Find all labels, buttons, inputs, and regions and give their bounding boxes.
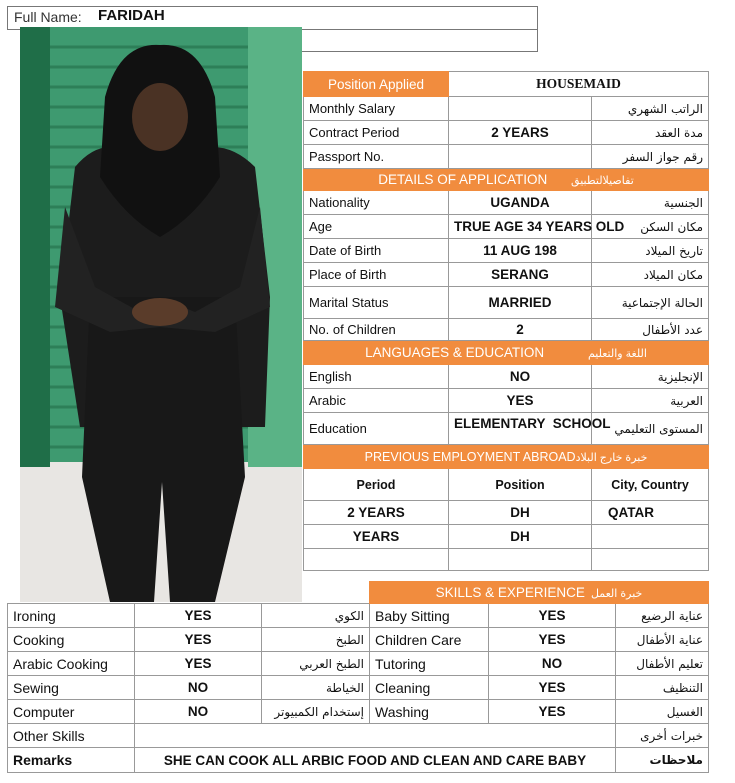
skill-label-ar: الطبخ العربي xyxy=(262,652,370,676)
full-name-label: Full Name: xyxy=(14,9,82,25)
details-row-age xyxy=(304,215,709,239)
skill-label: Baby Sitting xyxy=(370,604,489,628)
row-label-ar: الحالة الإجتماعية xyxy=(592,287,709,319)
skill-label: Cooking xyxy=(8,628,135,652)
employment-position: DH xyxy=(449,501,592,525)
details-row-dob xyxy=(304,239,709,263)
skills-row xyxy=(8,604,709,628)
skill-label: Washing xyxy=(370,700,489,724)
employment-location xyxy=(592,549,709,571)
employment-location xyxy=(592,525,709,549)
skill-value: YES xyxy=(489,628,616,652)
row-label: Monthly Salary xyxy=(304,97,449,121)
row-value: 2 YEARS xyxy=(449,121,592,145)
skill-value: YES xyxy=(489,700,616,724)
skill-value: YES xyxy=(135,652,262,676)
employment-row xyxy=(304,525,709,549)
skill-label-ar: تعليم الأطفال xyxy=(616,652,709,676)
row-label-ar: المستوى التعليمي xyxy=(592,413,709,445)
application-details-table xyxy=(303,71,709,571)
section-title-ar: اللغة والتعليم xyxy=(587,348,647,360)
skill-label: Cleaning xyxy=(370,676,489,700)
section-skills-experience xyxy=(8,582,709,604)
skill-value: YES xyxy=(489,604,616,628)
skill-label: Ironing xyxy=(8,604,135,628)
skill-label-ar: التنظيف xyxy=(616,676,709,700)
skill-label: Computer xyxy=(8,700,135,724)
row-label: Arabic xyxy=(304,389,449,413)
full-name-box-extension xyxy=(300,30,538,52)
remarks-value: SHE CAN COOK ALL ARBIC FOOD AND CLEAN AND CARE BABY xyxy=(135,748,616,773)
row-value: UGANDA xyxy=(449,191,592,215)
applicant-photo xyxy=(20,27,302,602)
employment-position: DH xyxy=(449,525,592,549)
row-label-ar: مكان السكن xyxy=(592,215,709,239)
row-label-ar: مدة العقد xyxy=(592,121,709,145)
employment-period xyxy=(304,549,449,571)
row-value: 11 AUG 198 xyxy=(449,239,592,263)
skills-row xyxy=(8,652,709,676)
row-label: Place of Birth xyxy=(304,263,449,287)
details-row-nationality xyxy=(304,191,709,215)
row-label-ar: تاريخ الميلاد xyxy=(592,239,709,263)
other-skills-row xyxy=(8,724,709,748)
remarks-row xyxy=(8,748,709,773)
row-value: TRUE AGE 34 YEARS OLD xyxy=(449,215,592,239)
employment-row xyxy=(304,549,709,571)
skill-label: Arabic Cooking xyxy=(8,652,135,676)
row-label: Nationality xyxy=(304,191,449,215)
employment-location: QATAR xyxy=(592,501,709,525)
skill-label-ar: إستخدام الكمبيوتر xyxy=(262,700,370,724)
row-label-ar: الراتب الشهري xyxy=(592,97,709,121)
section-title: SKILLS & EXPERIENCE xyxy=(435,585,585,600)
skill-value: NO xyxy=(135,676,262,700)
row-label: Passport No. xyxy=(304,145,449,169)
details-row-marital-status xyxy=(304,287,709,319)
language-row-english xyxy=(304,365,709,389)
skill-label-ar: الخياطة xyxy=(262,676,370,700)
skill-label-ar: الكوي xyxy=(262,604,370,628)
position-applied-value: HOUSEMAID xyxy=(449,72,709,97)
section-title: DETAILS OF APPLICATION xyxy=(378,172,548,187)
position-row-salary xyxy=(304,97,709,121)
skill-label-ar: عناية الأطفال xyxy=(616,628,709,652)
row-label: No. of Children xyxy=(304,319,449,341)
row-label: Age xyxy=(304,215,449,239)
row-label: Education xyxy=(304,413,449,445)
section-details-of-application xyxy=(304,169,709,191)
position-applied-row xyxy=(304,72,709,97)
row-value: ELEMENTARY SCHOOL xyxy=(449,413,592,445)
row-label-ar: مكان الميلاد xyxy=(592,263,709,287)
section-title: LANGUAGES & EDUCATION xyxy=(365,345,545,360)
section-previous-employment xyxy=(304,445,709,469)
row-label-ar: الجنسية xyxy=(592,191,709,215)
skill-label-ar: الغسيل xyxy=(616,700,709,724)
skill-label: Sewing xyxy=(8,676,135,700)
column-header: City, Country xyxy=(592,469,709,501)
row-label: Date of Birth xyxy=(304,239,449,263)
row-label-ar: عدد الأطفال xyxy=(592,319,709,341)
column-header: Position xyxy=(449,469,592,501)
full-name-value: FARIDAH xyxy=(98,7,165,24)
skill-label-ar: الطبخ xyxy=(262,628,370,652)
section-title: PREVIOUS EMPLOYMENT ABROAD xyxy=(364,449,576,464)
column-header: Period xyxy=(304,469,449,501)
other-skills-value xyxy=(135,724,616,748)
section-title-ar: تفاصيلالتطبيق xyxy=(571,175,634,187)
employment-row xyxy=(304,501,709,525)
section-title-ar: خبرة العمل xyxy=(590,588,643,600)
skill-value: NO xyxy=(135,700,262,724)
remarks-label: Remarks xyxy=(8,748,135,773)
section-languages-education xyxy=(304,341,709,365)
skill-label: Children Care xyxy=(370,628,489,652)
other-skills-label-ar: خبرات أخرى xyxy=(616,724,709,748)
row-value: SERANG xyxy=(449,263,592,287)
position-applied-label: Position Applied xyxy=(304,72,449,97)
row-value xyxy=(449,145,592,169)
skills-row xyxy=(8,676,709,700)
skills-row xyxy=(8,700,709,724)
employment-header-row xyxy=(304,469,709,501)
skill-value: NO xyxy=(489,652,616,676)
details-row-children xyxy=(304,319,709,341)
skill-label: Tutoring xyxy=(370,652,489,676)
other-skills-label: Other Skills xyxy=(8,724,135,748)
employment-position xyxy=(449,549,592,571)
row-label: Marital Status xyxy=(304,287,449,319)
row-label-ar: العربية xyxy=(592,389,709,413)
section-title-ar: خبرة خارج البلاد xyxy=(575,451,648,464)
skills-table xyxy=(7,581,709,773)
row-value: NO xyxy=(449,365,592,389)
remarks-label-ar: ملاحظات xyxy=(616,748,709,773)
skill-value: YES xyxy=(489,676,616,700)
row-label: English xyxy=(304,365,449,389)
details-row-place-of-birth xyxy=(304,263,709,287)
employment-period: YEARS xyxy=(304,525,449,549)
skills-row xyxy=(8,628,709,652)
position-row-contract xyxy=(304,121,709,145)
language-row-arabic xyxy=(304,389,709,413)
language-row-education xyxy=(304,413,709,445)
row-value xyxy=(449,97,592,121)
row-value: MARRIED xyxy=(449,287,592,319)
row-label-ar: الإنجليزية xyxy=(592,365,709,389)
skill-value: YES xyxy=(135,604,262,628)
row-label: Contract Period xyxy=(304,121,449,145)
skill-label-ar: عناية الرضيع xyxy=(616,604,709,628)
row-value: 2 xyxy=(449,319,592,341)
row-value: YES xyxy=(449,389,592,413)
skill-value: YES xyxy=(135,628,262,652)
position-row-passport xyxy=(304,145,709,169)
employment-period: 2 YEARS xyxy=(304,501,449,525)
row-label-ar: رقم جواز السفر xyxy=(592,145,709,169)
